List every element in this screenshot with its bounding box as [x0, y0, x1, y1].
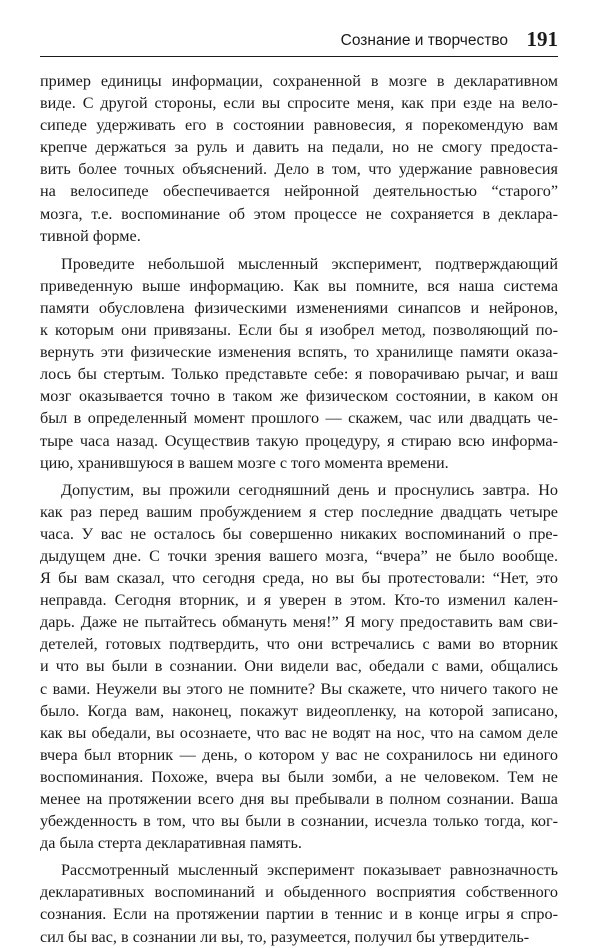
text-line: декларативных воспоминаний и обыденного восприятия собственного — [40, 883, 558, 902]
text-line: было. Когда вам, наконец, покажут видеопленку, на которой записано, — [40, 701, 558, 720]
text-line: детелей, готовых подтвердить, что они встречались с вами во вторник — [40, 635, 558, 654]
text-line: был в определенный момент прошлого — скажем, час или двадцать че- — [40, 409, 558, 428]
page-number: 191 — [526, 27, 558, 51]
text-line: часа. У вас не осталось бы совершенно никаких воспоминаний о пре- — [40, 524, 558, 543]
text-line: Я бы вам сказал, что сегодня среда, но вы бы протестовали: “Нет, это — [40, 569, 558, 588]
text-line: сил бы вас, в сознании ли вы, то, разумеется, получил бы утвердитель- — [40, 927, 530, 946]
text-line: да была стерта декларативная память. — [40, 834, 302, 853]
text-line: сознания. Если на протяжении партии в теннис и в конце игры я спро- — [40, 905, 558, 924]
text-line: лось бы стертым. Только представьте себе: я поворачиваю рычаг, и ваш — [40, 365, 558, 384]
text-line: Рассмотренный мысленный эксперимент показывает равнозначность — [61, 861, 558, 880]
text-line: к которым они привязаны. Если бы я изобрел метод, позволяющий по- — [40, 321, 558, 340]
running-header — [40, 26, 558, 57]
text-line: вернуть эти физические изменения вспять, то хранилище памяти оказа- — [40, 343, 558, 362]
text-line: и что вы были в сознании. Они видели вас, обедали с вами, общались — [40, 657, 558, 676]
body-text — [40, 70, 558, 948]
text-line: тыре часа назад. Осуществив такую процедуру, я стираю всю информа- — [40, 431, 558, 450]
text-line: менее на протяжении всего дня вы пребывали в полном сознании. Ваша — [40, 790, 558, 808]
text-line: дарь. Даже не пытайтесь обмануть меня!” Я могу предоставить вам сви- — [40, 613, 558, 632]
text-line: как вы обедали, вы осознаете, что вас не водят на нос, что на самом деле — [40, 723, 558, 742]
text-line: пример единицы информации, сохраненной в мозге в декларативном — [40, 72, 558, 90]
text-line: убежденность в том, что вы были в сознании, исчезла только тогда, ког- — [40, 812, 558, 831]
text-line: памяти обусловлена физическими изменениями синапсов и нейронов, — [40, 298, 558, 317]
paragraph — [40, 253, 558, 474]
text-line: сипеде удерживать его в состоянии равновесия, я порекомендую вам — [40, 116, 558, 135]
running-title: Сознание и творчество — [340, 32, 508, 49]
text-line: приведенную выше информацию. Как вы помните, вся наша система — [40, 276, 558, 295]
text-line: неправда. Сегодня вторник, и я уверен в этом. Кто-то изменил кален- — [40, 591, 558, 610]
text-line: цию, хранившуюся в вашем мозге с того момента времени. — [40, 453, 449, 472]
text-line: Допустим, вы прожили сегодняшний день и проснулись завтра. Но — [61, 480, 558, 499]
text-line: с вами. Неужели вы этого не помните? Вы скажете, что ничего такого не — [40, 679, 558, 698]
paragraph — [40, 70, 558, 247]
text-line: мозга, т.е. воспоминание об этом процессе не сохраняется в деклара- — [40, 204, 558, 223]
text-line: дыдущем дне. С точки зрения вашего мозга, “вчера” не было вообще. — [40, 546, 558, 565]
text-line: мозг оказывается точно в таком же физическом состоянии, в каком он — [40, 387, 558, 406]
text-line: вчера был вторник — день, о котором у вас не сохранилось ни единого — [40, 745, 558, 764]
text-line: Проведите небольшой мысленный эксперимент, подтверждающий — [61, 254, 558, 273]
text-line: воспоминания. Похоже, вчера вы были зомби, а не человеком. Тем не — [40, 767, 558, 786]
paragraph — [40, 859, 558, 947]
paragraph — [40, 479, 558, 855]
text-line: крепче держаться за руль и давить на педали, но не смогу предоста- — [40, 138, 558, 157]
text-line: тивной форме. — [40, 226, 141, 245]
text-line: как раз перед вашим пробуждением я стер последние двадцать четыре — [40, 502, 558, 521]
text-line: вить более точных объяснений. Дело в том, что удержание равновесия — [40, 160, 558, 179]
text-line: виде. С другой стороны, если вы спросите меня, как при езде на вело- — [40, 94, 558, 113]
text-line: на велосипеде обеспечивается нейронной деятельностью “старого” — [40, 182, 558, 201]
